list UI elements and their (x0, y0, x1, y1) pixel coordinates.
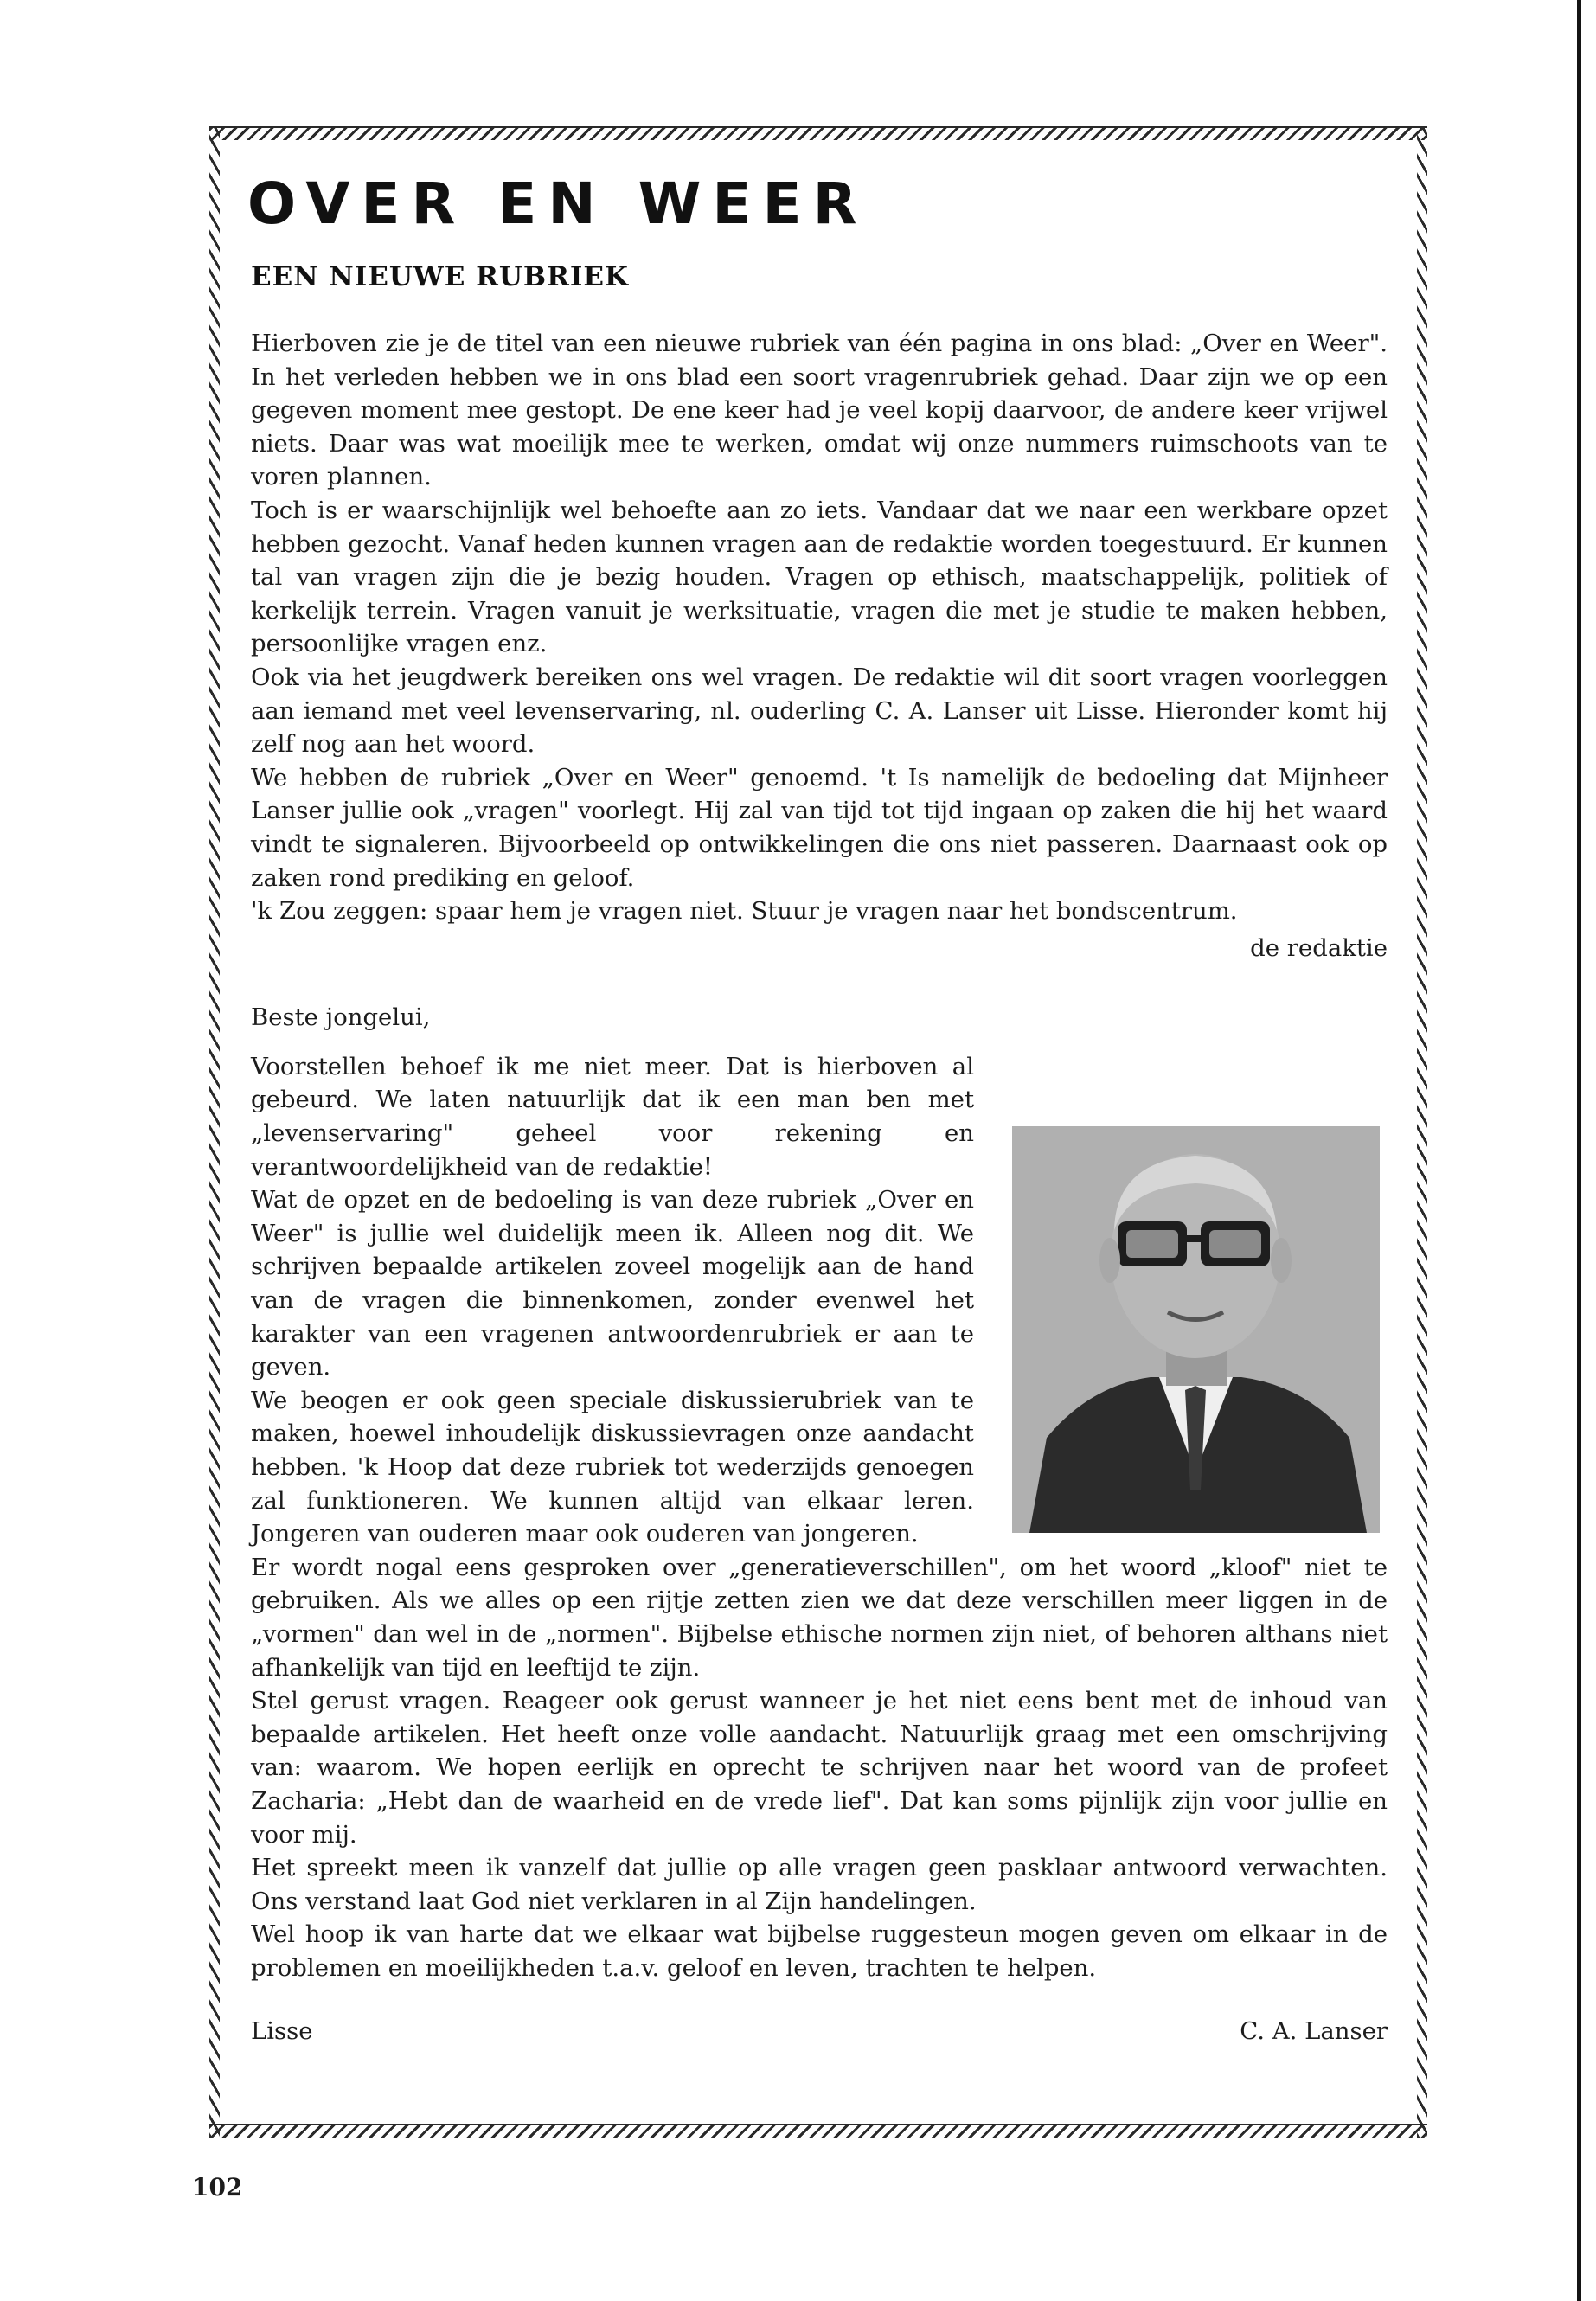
intro-section (244, 327, 1393, 965)
photo-section-text (244, 1050, 979, 1551)
frame-border-left (209, 126, 220, 2138)
body-section (244, 1551, 1393, 1985)
frame-border-top (209, 126, 1427, 140)
letter-paragraph: Wat de opzet en de bedoeling is van deze rubriek „Over en Weer" is jullie wel duidelijk meen ik. Alleen nog dit. We schrijven bepaalde artikelen zoveel mogelijk aan de hand van de vragen die binnenkomen, zonder evenwel het karakter van een vragenen antwoordenrubriek er aan te geven. (251, 1186, 974, 1381)
frame-border-right (1417, 126, 1427, 2138)
closing-line (244, 2015, 1393, 2048)
letter-paragraph: We beogen er ook geen speciale diskussierubriek van te maken, hoewel inhoudelijk diskussievragen onze aandacht hebben. 'k Hoop dat deze rubriek tot wederzijds genoegen zal funktioneren. We kunnen altijd van elkaar leren. Jongeren van ouderen maar ook ouderen van jongeren. (251, 1386, 974, 1548)
intro-paragraph: 'k Zou zeggen: spaar hem je vragen niet. Stuur je vragen naar het bondscentrum. (251, 897, 1238, 926)
article (244, 170, 1393, 2048)
body-paragraph: Er wordt nogal eens gesproken over „generatieverschillen", om het woord „kloof" niet te gebruiken. Als we alles op een rijtje zetten zien we dat deze verschillen meer liggen in de „vormen" dan wel in de „normen". Bijbelse ethische normen zijn niet, of behoren althans niet afhankelijk van tijd en leeftijd te zijn. (251, 1553, 1388, 1682)
author-portrait-photo (1012, 1126, 1380, 1533)
redaktie-signature: de redaktie (1250, 933, 1388, 962)
decorative-frame (209, 126, 1427, 2138)
body-paragraph: Wel hoop ik van harte dat we elkaar wat bijbelse ruggesteun mogen geven om elkaar in de problemen en moeilijkheden t.a.v. geloof en leven, trachten te helpen. (251, 1920, 1388, 1982)
photo-section (244, 1050, 1393, 1551)
salutation: Beste jongelui, (251, 1003, 431, 1032)
body-paragraph: Het spreekt meen ik vanzelf dat jullie op alle vragen geen pasklaar antwoord verwachten. Ons verstand laat God niet verklaren in al Zijn handelingen. (251, 1854, 1388, 1915)
intro-paragraph: We hebben de rubriek „Over en Weer" genoemd. 't Is namelijk de bedoeling dat Mijnheer Lanser jullie ook „vragen" voorlegt. Hij zal van tijd tot tijd ingaan op zaken die hij het waard vindt te signaleren. Bijvoorbeeld op ontwikkelingen die ons niet passeren. Daarnaast ook op zaken rond prediking en geloof. (251, 763, 1388, 892)
intro-paragraph: Toch is er waarschijnlijk wel behoefte aan zo iets. Vandaar dat we naar een werkbare opzet hebben gezocht. Vanaf heden kunnen vragen aan de redaktie worden toegestuurd. Er kunnen tal van vragen zijn die je bezig houden. Vragen op ethisch, maatschappelijk, politiek of kerkelijk terrein. Vragen vanuit je werksituatie, vragen die met je studie te maken hebben, persoonlijke vragen enz. (251, 496, 1388, 658)
intro-paragraph: Ook via het jeugdwerk bereiken ons wel vragen. De redaktie wil dit soort vragen voorleggen aan iemand met veel levenservaring, nl. ouderling C. A. Lanser uit Lisse. Hieronder komt hij zelf nog aan het woord. (251, 663, 1388, 759)
author-signature: C. A. Lanser (1240, 2016, 1388, 2045)
article-subtitle: EEN NIEUWE RUBRIEK (251, 261, 629, 292)
portrait-illustration (1012, 1126, 1380, 1533)
letter-paragraph: Voorstellen behoef ik me niet meer. Dat is hierboven al gebeurd. We laten natuurlijk dat ik een man ben met „levenservaring" geheel voor rekening en verantwoordelijkheid van de redaktie! (251, 1052, 974, 1181)
frame-border-bottom (209, 2124, 1427, 2138)
place-name: Lisse (251, 2016, 313, 2045)
page-spine-edge (1577, 0, 1581, 2301)
article-title: OVER EN WEER (247, 170, 869, 237)
intro-paragraph: Hierboven zie je de titel van een nieuwe rubriek van één pagina in ons blad: „Over en Weer". In het verleden hebben we in ons blad een soort vragenrubriek gehad. Daar zijn we op een gegeven moment mee gestopt. De ene keer had je veel kopij daarvoor, de andere keer vrijwel niets. Daar was wat moeilijk mee te werken, omdat wij onze nummers ruimschoots van te voren plannen. (251, 330, 1388, 491)
body-paragraph: Stel gerust vragen. Reageer ook gerust wanneer je het niet eens bent met de inhoud van bepaalde artikelen. Het heeft onze volle aandacht. Natuurlijk graag met een omschrijving van: waarom. We hopen eerlijk en oprecht te schrijven naar het woord van de profeet Zacharia: „Hebt dan de waarheid en de vrede lief". Dat kan soms pijnlijk zijn voor jullie en voor mij. (251, 1687, 1388, 1849)
page-number: 102 (192, 2173, 243, 2202)
